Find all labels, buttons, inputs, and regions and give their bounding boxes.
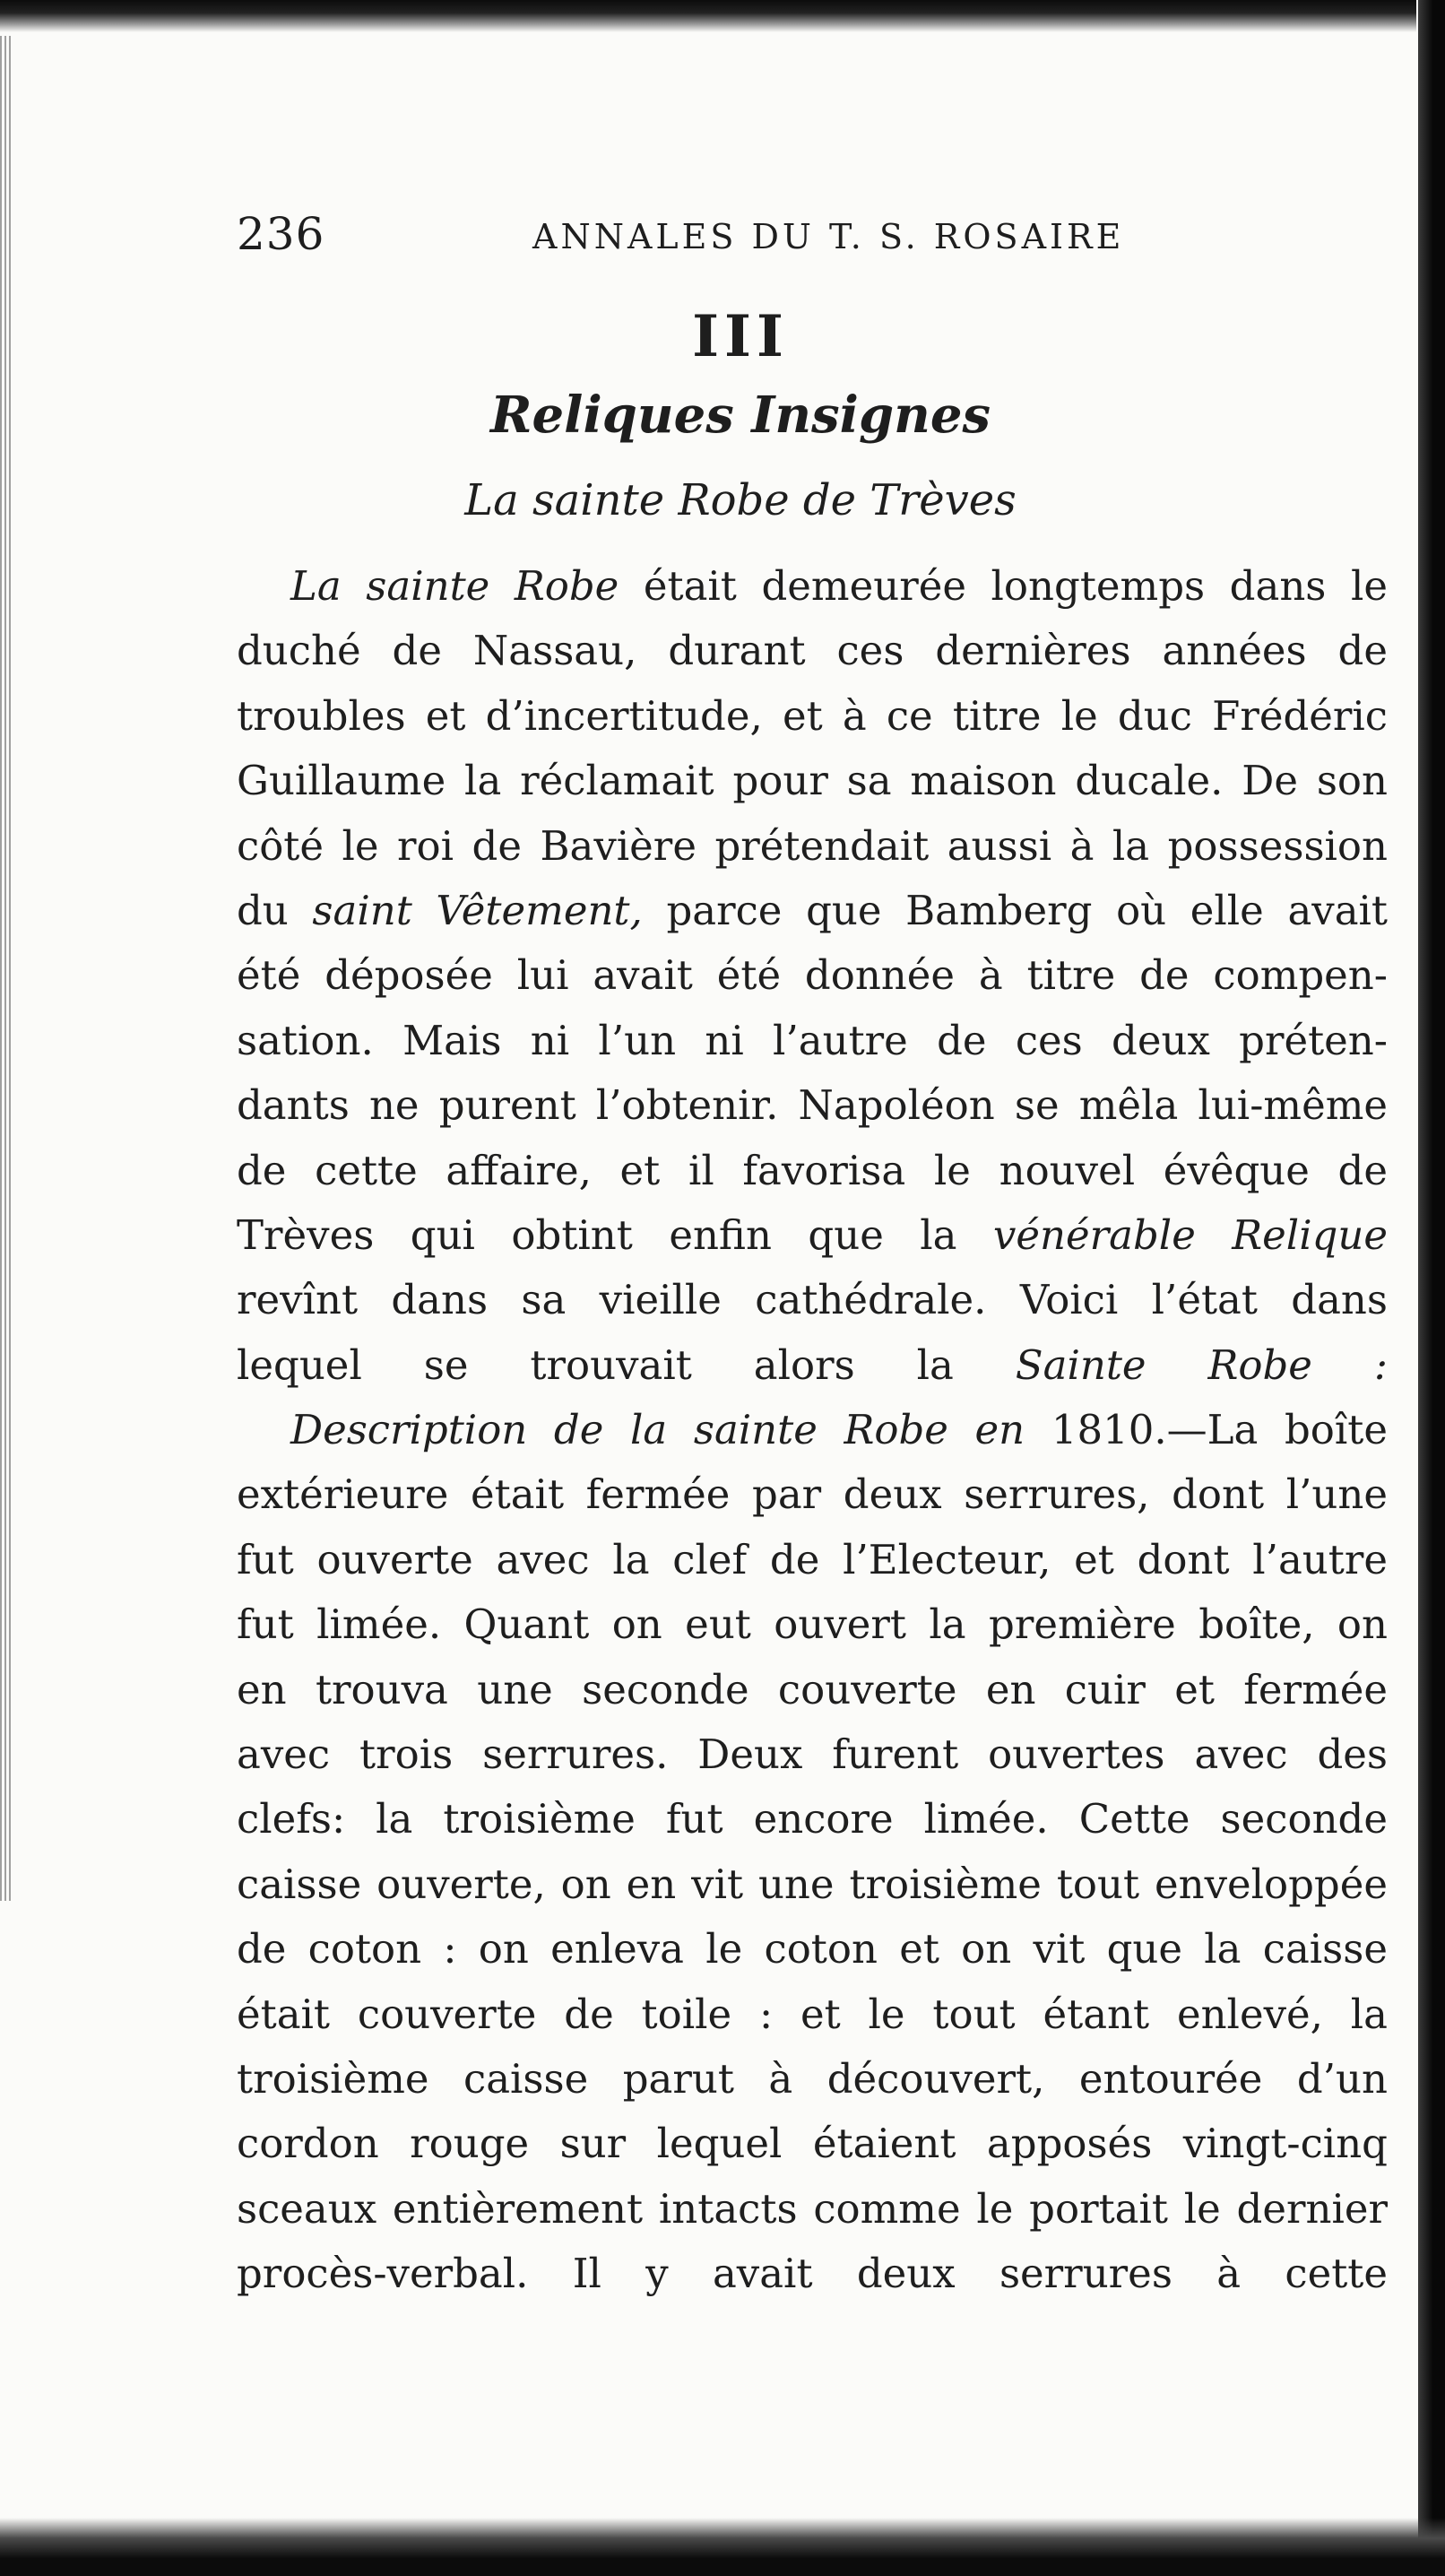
italic-text-run: Sainte Robe : — [1015, 1340, 1388, 1389]
page-number: 236 — [237, 208, 325, 260]
text-run: parce que Bamberg où elle avait — [642, 886, 1388, 934]
text-line — [237, 1722, 1388, 1787]
italic-text-run: saint Vêtement, — [312, 886, 643, 934]
text-line — [237, 2177, 1388, 2242]
text-run: troisième caisse parut à découvert, entourée d’un — [237, 2054, 1388, 2103]
text-line — [237, 1982, 1388, 2047]
text-run: côté le roi de Bavière prétendait aussi à la possession — [237, 821, 1388, 870]
text-line — [237, 814, 1388, 879]
text-run: Guillaume la réclamait pour sa maison ducale. De son — [237, 757, 1388, 805]
text-run: clefs: la troisième fut encore limée. Cette seconde — [237, 1795, 1388, 1843]
text-line — [237, 879, 1388, 943]
scan-edge-bottom — [0, 2518, 1445, 2576]
text-run: avec trois serrures. Deux furent ouvertes avec des — [237, 1730, 1388, 1779]
text-line — [237, 1203, 1388, 1268]
text-line — [237, 2242, 1388, 2306]
text-line — [237, 943, 1388, 1008]
italic-text-run: Description de la sainte Robe en — [290, 1406, 1025, 1454]
text-line — [237, 1528, 1388, 1592]
text-line — [237, 619, 1388, 683]
text-run: 1810.—La boîte — [1025, 1406, 1388, 1454]
text-line — [237, 1398, 1388, 1462]
text-line — [237, 1462, 1388, 1527]
text-run: cordon rouge sur lequel étaient apposés vingt-cinq — [237, 2120, 1388, 2168]
text-run: était demeurée longtemps dans le — [619, 562, 1388, 610]
text-run: était couverte de toile : et le tout étant enlevé, la — [237, 1990, 1388, 2038]
body-text — [237, 554, 1388, 2307]
scan-edge-top — [0, 0, 1416, 32]
text-line — [237, 1852, 1388, 1917]
text-run: sation. Mais ni l’un ni l’autre de ces deux préten- — [237, 1016, 1388, 1064]
text-run: fut limée. Quant on eut ouvert la première boîte, on — [237, 1600, 1388, 1649]
text-run: lequel se trouvait alors la — [237, 1340, 1016, 1389]
text-line — [237, 1592, 1388, 1657]
text-line — [237, 2112, 1388, 2176]
text-run: troubles et d’incertitude, et à ce titre le duc Frédéric — [237, 691, 1388, 740]
text-line — [237, 1073, 1388, 1138]
text-run: été déposée lui avait été donnée à titre de compen- — [237, 951, 1388, 1000]
text-line — [237, 684, 1388, 749]
running-title: ANNALES DU T. S. ROSAIRE — [532, 217, 1125, 256]
text-run: sceaux entièrement intacts comme le portait le dernier — [237, 2184, 1388, 2233]
section-number: III — [692, 303, 789, 370]
text-run: fut ouverte avec la clef de l’Electeur, et dont l’autre — [237, 1535, 1388, 1583]
section-title: Reliques Insignes — [490, 386, 991, 445]
italic-text-run: vénérable Relique — [992, 1210, 1388, 1259]
text-run: de coton : on enleva le coton et on vit que la caisse — [237, 1925, 1388, 1973]
text-run: revînt dans sa vieille cathédrale. Voici l’état dans — [237, 1276, 1388, 1324]
text-line — [237, 749, 1388, 813]
text-run: en trouva une seconde couverte en cuir et fermée — [237, 1665, 1388, 1713]
text-run: procès-verbal. Il y avait deux serrures à cette — [237, 2250, 1388, 2298]
section-subtitle: La sainte Robe de Trèves — [464, 475, 1017, 525]
text-line — [237, 554, 1388, 619]
text-line — [237, 2047, 1388, 2112]
text-run: de cette affaire, et il favorisa le nouvel évêque de — [237, 1146, 1388, 1194]
text-run: Trèves qui obtint enfin que la — [237, 1210, 993, 1259]
italic-text-run: La sainte Robe — [290, 562, 619, 610]
text-run: dants ne purent l’obtenir. Napoléon se mêla lui-même — [237, 1081, 1388, 1130]
text-line — [237, 1139, 1388, 1203]
text-line — [237, 1009, 1388, 1073]
text-run: extérieure était fermée par deux serrures, dont l’une — [237, 1470, 1388, 1519]
text-run: duché de Nassau, durant ces dernières années de — [237, 627, 1388, 675]
text-line — [237, 1787, 1388, 1852]
text-line — [237, 1268, 1388, 1332]
text-run: du — [237, 886, 313, 934]
text-run: caisse ouverte, on en vit une troisième tout enveloppée — [237, 1860, 1388, 1908]
text-line — [237, 1333, 1388, 1398]
text-line — [237, 1917, 1388, 1982]
page-header — [237, 208, 1393, 271]
text-line — [237, 1658, 1388, 1722]
